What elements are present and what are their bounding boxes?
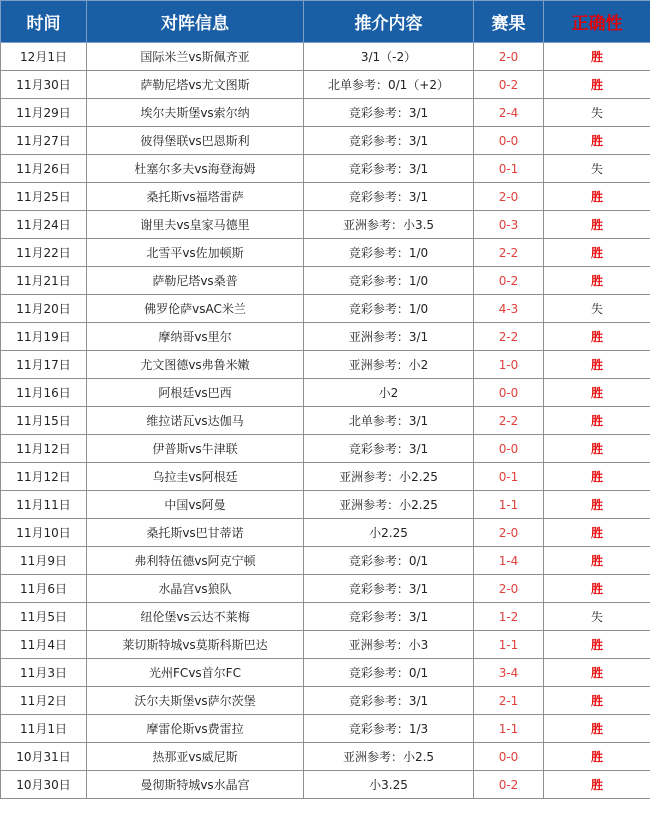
date-cell: 11月12日 (1, 435, 87, 463)
result-cell: 失 (544, 155, 650, 183)
header-score: 赛果 (474, 1, 544, 43)
tip-cell: 竞彩参考：0/1 (304, 659, 474, 687)
table-row (1, 295, 650, 323)
match-cell: 国际米兰vs斯佩齐亚 (87, 43, 304, 71)
score-cell: 2-0 (474, 183, 544, 211)
score-cell: 1-4 (474, 547, 544, 575)
match-cell: 纽伦堡vs云达不莱梅 (87, 603, 304, 631)
table-row (1, 379, 650, 407)
result-cell: 胜 (544, 463, 650, 491)
date-cell: 11月21日 (1, 267, 87, 295)
score-cell: 2-0 (474, 575, 544, 603)
match-cell: 中国vs阿曼 (87, 491, 304, 519)
table-row (1, 71, 650, 99)
tip-cell: 竞彩参考：3/1 (304, 435, 474, 463)
result-cell: 胜 (544, 267, 650, 295)
result-cell: 失 (544, 99, 650, 127)
tip-cell: 竞彩参考：3/1 (304, 155, 474, 183)
tip-cell: 竞彩参考：3/1 (304, 603, 474, 631)
header-row (1, 1, 650, 43)
match-cell: 尤文图德vs弗鲁米嫩 (87, 351, 304, 379)
score-cell: 2-1 (474, 687, 544, 715)
table-row (1, 43, 650, 71)
table-row (1, 687, 650, 715)
match-cell: 杜塞尔多夫vs海登海姆 (87, 155, 304, 183)
tip-cell: 竞彩参考：3/1 (304, 687, 474, 715)
table-row (1, 659, 650, 687)
match-cell: 谢里夫vs皇家马德里 (87, 211, 304, 239)
date-cell: 11月10日 (1, 519, 87, 547)
date-cell: 11月27日 (1, 127, 87, 155)
result-cell: 胜 (544, 183, 650, 211)
score-cell: 1-0 (474, 351, 544, 379)
match-cell: 桑托斯vs巴甘蒂诺 (87, 519, 304, 547)
result-cell: 胜 (544, 659, 650, 687)
result-cell: 胜 (544, 547, 650, 575)
header-match: 对阵信息 (87, 1, 304, 43)
date-cell: 11月9日 (1, 547, 87, 575)
tip-cell: 北单参考：0/1（+2） (304, 71, 474, 99)
tip-cell: 竞彩参考：3/1 (304, 127, 474, 155)
match-cell: 桑托斯vs福塔雷萨 (87, 183, 304, 211)
match-cell: 曼彻斯特城vs水晶宫 (87, 771, 304, 799)
tip-cell: 竞彩参考：3/1 (304, 575, 474, 603)
table-row (1, 407, 650, 435)
table-row (1, 155, 650, 183)
table-body (1, 43, 650, 799)
score-cell: 2-2 (474, 323, 544, 351)
tip-cell: 亚洲参考：小2.5 (304, 743, 474, 771)
score-cell: 1-1 (474, 491, 544, 519)
date-cell: 11月6日 (1, 575, 87, 603)
score-cell: 2-2 (474, 407, 544, 435)
match-cell: 埃尔夫斯堡vs索尔纳 (87, 99, 304, 127)
date-cell: 11月4日 (1, 631, 87, 659)
result-cell: 胜 (544, 631, 650, 659)
table-row (1, 99, 650, 127)
table-row (1, 519, 650, 547)
tip-cell: 小2.25 (304, 519, 474, 547)
match-cell: 水晶宫vs狼队 (87, 575, 304, 603)
tip-cell: 竞彩参考：0/1 (304, 547, 474, 575)
score-cell: 3-4 (474, 659, 544, 687)
date-cell: 11月19日 (1, 323, 87, 351)
result-cell: 胜 (544, 71, 650, 99)
tip-cell: 亚洲参考：小2 (304, 351, 474, 379)
date-cell: 11月1日 (1, 715, 87, 743)
result-cell: 失 (544, 295, 650, 323)
date-cell: 11月26日 (1, 155, 87, 183)
tip-cell: 亚洲参考：小3 (304, 631, 474, 659)
table-row (1, 127, 650, 155)
tip-cell: 竞彩参考：1/0 (304, 295, 474, 323)
match-cell: 北雪平vs佐加顿斯 (87, 239, 304, 267)
table-row (1, 239, 650, 267)
header-date: 时间 (1, 1, 87, 43)
match-cell: 摩纳哥vs里尔 (87, 323, 304, 351)
header-tip: 推介内容 (304, 1, 474, 43)
tip-cell: 竞彩参考：1/0 (304, 239, 474, 267)
match-cell: 沃尔夫斯堡vs萨尔茨堡 (87, 687, 304, 715)
table-row (1, 463, 650, 491)
result-cell: 胜 (544, 379, 650, 407)
score-cell: 0-1 (474, 155, 544, 183)
header-correctness: 正确性 (544, 1, 650, 43)
match-cell: 彼得堡联vs巴恩斯利 (87, 127, 304, 155)
tip-cell: 北单参考：3/1 (304, 407, 474, 435)
match-cell: 佛罗伦萨vsAC米兰 (87, 295, 304, 323)
table-row (1, 771, 650, 799)
tip-cell: 亚洲参考：小2.25 (304, 463, 474, 491)
date-cell: 11月15日 (1, 407, 87, 435)
score-cell: 2-0 (474, 519, 544, 547)
score-cell: 0-2 (474, 771, 544, 799)
result-cell: 胜 (544, 491, 650, 519)
date-cell: 11月16日 (1, 379, 87, 407)
table-row (1, 743, 650, 771)
result-cell: 胜 (544, 715, 650, 743)
result-cell: 失 (544, 603, 650, 631)
date-cell: 10月31日 (1, 743, 87, 771)
date-cell: 11月3日 (1, 659, 87, 687)
tip-cell: 小3.25 (304, 771, 474, 799)
result-cell: 胜 (544, 351, 650, 379)
match-cell: 摩雷伦斯vs费雷拉 (87, 715, 304, 743)
table-row (1, 435, 650, 463)
match-cell: 萨勒尼塔vs尤文图斯 (87, 71, 304, 99)
result-cell: 胜 (544, 771, 650, 799)
score-cell: 2-0 (474, 43, 544, 71)
match-cell: 阿根廷vs巴西 (87, 379, 304, 407)
result-cell: 胜 (544, 323, 650, 351)
table-row (1, 491, 650, 519)
table-row (1, 323, 650, 351)
table-header (1, 1, 650, 43)
result-cell: 胜 (544, 519, 650, 547)
date-cell: 11月29日 (1, 99, 87, 127)
tip-cell: 小2 (304, 379, 474, 407)
table-row (1, 715, 650, 743)
date-cell: 10月30日 (1, 771, 87, 799)
date-cell: 11月20日 (1, 295, 87, 323)
tip-cell: 亚洲参考：小3.5 (304, 211, 474, 239)
table-row (1, 183, 650, 211)
score-cell: 0-0 (474, 379, 544, 407)
tip-cell: 亚洲参考：3/1 (304, 323, 474, 351)
result-cell: 胜 (544, 239, 650, 267)
date-cell: 11月22日 (1, 239, 87, 267)
tip-cell: 3/1（-2） (304, 43, 474, 71)
score-cell: 1-1 (474, 631, 544, 659)
score-cell: 2-2 (474, 239, 544, 267)
result-cell: 胜 (544, 407, 650, 435)
date-cell: 11月25日 (1, 183, 87, 211)
match-cell: 萨勒尼塔vs桑普 (87, 267, 304, 295)
date-cell: 11月12日 (1, 463, 87, 491)
match-cell: 热那亚vs威尼斯 (87, 743, 304, 771)
date-cell: 11月30日 (1, 71, 87, 99)
result-cell: 胜 (544, 43, 650, 71)
date-cell: 11月11日 (1, 491, 87, 519)
score-cell: 0-0 (474, 743, 544, 771)
match-cell: 光州FCvs首尔FC (87, 659, 304, 687)
score-cell: 2-4 (474, 99, 544, 127)
table-row (1, 575, 650, 603)
tip-cell: 竞彩参考：3/1 (304, 183, 474, 211)
tip-cell: 竞彩参考：3/1 (304, 99, 474, 127)
score-cell: 1-2 (474, 603, 544, 631)
tip-cell: 亚洲参考：小2.25 (304, 491, 474, 519)
tip-cell: 竞彩参考：1/3 (304, 715, 474, 743)
result-cell: 胜 (544, 575, 650, 603)
match-cell: 伊普斯vs牛津联 (87, 435, 304, 463)
score-cell: 0-1 (474, 463, 544, 491)
date-cell: 11月2日 (1, 687, 87, 715)
score-cell: 1-1 (474, 715, 544, 743)
table-row (1, 351, 650, 379)
score-cell: 0-0 (474, 435, 544, 463)
date-cell: 11月5日 (1, 603, 87, 631)
result-cell: 胜 (544, 435, 650, 463)
result-cell: 胜 (544, 211, 650, 239)
result-cell: 胜 (544, 743, 650, 771)
match-cell: 莱切斯特城vs莫斯科斯巴达 (87, 631, 304, 659)
tip-cell: 竞彩参考：1/0 (304, 267, 474, 295)
table-row (1, 267, 650, 295)
date-cell: 12月1日 (1, 43, 87, 71)
score-cell: 0-2 (474, 267, 544, 295)
match-cell: 维拉诺瓦vs达伽马 (87, 407, 304, 435)
match-cell: 乌拉圭vs阿根廷 (87, 463, 304, 491)
table-row (1, 603, 650, 631)
result-cell: 胜 (544, 687, 650, 715)
score-cell: 0-3 (474, 211, 544, 239)
result-cell: 胜 (544, 127, 650, 155)
score-cell: 4-3 (474, 295, 544, 323)
table-row (1, 547, 650, 575)
table-row (1, 211, 650, 239)
score-cell: 0-0 (474, 127, 544, 155)
match-cell: 弗利特伍德vs阿克宁顿 (87, 547, 304, 575)
date-cell: 11月24日 (1, 211, 87, 239)
date-cell: 11月17日 (1, 351, 87, 379)
score-cell: 0-2 (474, 71, 544, 99)
table-row (1, 631, 650, 659)
